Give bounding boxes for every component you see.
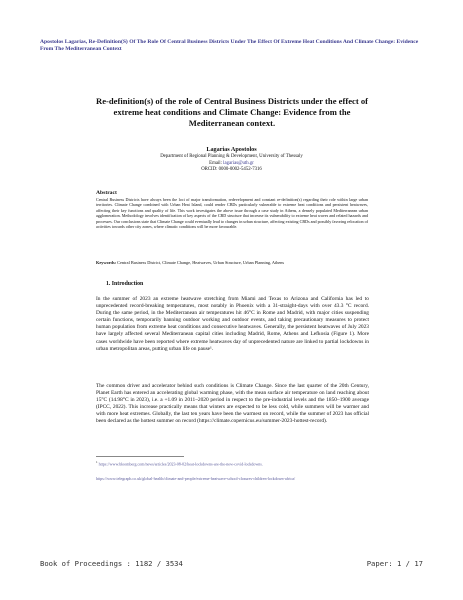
footnote-2-link[interactable]: https://www.telegraph.co.uk/global-health/climate-and-people/extreme-heatwave-school-closures-children-lockdown-africa/ bbox=[96, 476, 296, 481]
author-email-line bbox=[0, 161, 463, 168]
section-heading-introduction: 1. Introduction bbox=[106, 281, 144, 287]
intro-paragraph-1: In the summer of 2023 an extreme heatwave stretching from Miami and Texas to Arizona and California has led to unprecedented record-breaking temperatures, most notably in Phoenix with a 31-straight-days with over 43.3 °C record. During the same period, in the Mediterranean air temperatures hit 46°C in Rome and Madrid, with major cities suspending certain functions, temporarily banning outdoor working and outdoor events, and taking precautionary measures to protect human population from extreme heat conditions and consecutive heatwaves. Generally, the persistent heatwaves of July 2023 have largely affected several Mediterranean capital cities including Madrid, Rome, Athens and Lefkosia (Figure 1). More cases worldwide have been reported where extreme heatwaves day of unprecedented nature are linked to partial lockdowns in urban metropolitan areas, putting urban life on pause¹. bbox=[96, 296, 369, 352]
author-name: Lagarias Apostolos bbox=[206, 146, 257, 153]
footnote-divider bbox=[96, 456, 184, 457]
author-affiliation bbox=[0, 154, 463, 174]
paper-title: Re-definition(s) of the role of Central Business Districts under the effect of extreme heat conditions and Climate Change: Evidence from the Mediterranean context. bbox=[95, 96, 368, 128]
abstract-heading: Abstract bbox=[96, 190, 117, 196]
email-label: Email: bbox=[209, 160, 222, 166]
keywords-label: Keywords: bbox=[96, 260, 117, 265]
author-orcid: ORCID: 0000-0002-5452-7316 bbox=[201, 167, 262, 173]
abstract-text: Central Business Districts have always been the loci of major transformation, redevelopment and constant re-definition(s) regarding their role within large urban territories. Climate Change combined with Urban Heat Island, could render CBDs particularly vulnerable to extreme heat conditions and persistent heatwaves, affecting their key functions and quality of life. This work investigates the above issue through a case study in Athens, a densely populated Mediterranean urban agglomeration. Methodology involves identification of key aspects of the CBD structure that increase its vulnerability to extreme heat waves and related hazards and processes. Our conclusions state that Climate Change could eventually lead to changes in urban structure, affecting existing CBDs and possibly favoring relocation of activities towards other city zones, where climatic conditions will be more favourable. bbox=[96, 197, 368, 230]
running-header: Apostolos Lagarias, Re-Definition(S) Of The Role Of Central Business Districts Under The Effect Of Extreme Heat Conditions And Climate Change: Evidence From The Mediterranean Context bbox=[40, 39, 419, 53]
author-email-link[interactable]: lagarias@uth.gr bbox=[223, 160, 254, 166]
intro-paragraph-2: The common driver and accelerator behind such conditions is Climate Change. Since the last quarter of the 20th Century, Planet Earth has entered an accelerating global warming phase, with the mean surface air temperature on land reaching about 15°C (14.98°C in 2023), i.e. a +1.09 in 2011–2020 period in respect to the pre-industrial levels and the 1850–1900 average (IPCC, 2022). This increase practically means that winters are expected to be less cold, while summers will be warmer and with more heat extremes. Globally, the last ten years have been the warmest on record, while the summer of 2023 has official been declared as the hottest summer on record (https://climate.copernicus.eu/summer-2023-hottest-record). bbox=[96, 383, 369, 425]
footer-paper-page: Paper: 1 / 17 bbox=[366, 559, 423, 568]
footnote-number: 1 bbox=[96, 460, 98, 464]
keywords-text: Central Business District, Climate Change, Heatwaves, Urban Structure, Urban Planning, Athens bbox=[117, 260, 285, 265]
footer-book-of-proceedings: Book of Proceedings : 1182 / 3534 bbox=[40, 559, 183, 568]
footnote-1-link[interactable]: https://www.bloomberg.com/news/articles/2023-08-02/heat-lockdowns-are-the-new-covid-lockdowns. bbox=[98, 461, 263, 467]
footnote-1 bbox=[96, 460, 372, 467]
author-department: Department of Regional Planning & Development, University of Thessaly bbox=[160, 154, 303, 159]
keywords bbox=[96, 260, 368, 266]
footnote-2 bbox=[96, 476, 372, 481]
